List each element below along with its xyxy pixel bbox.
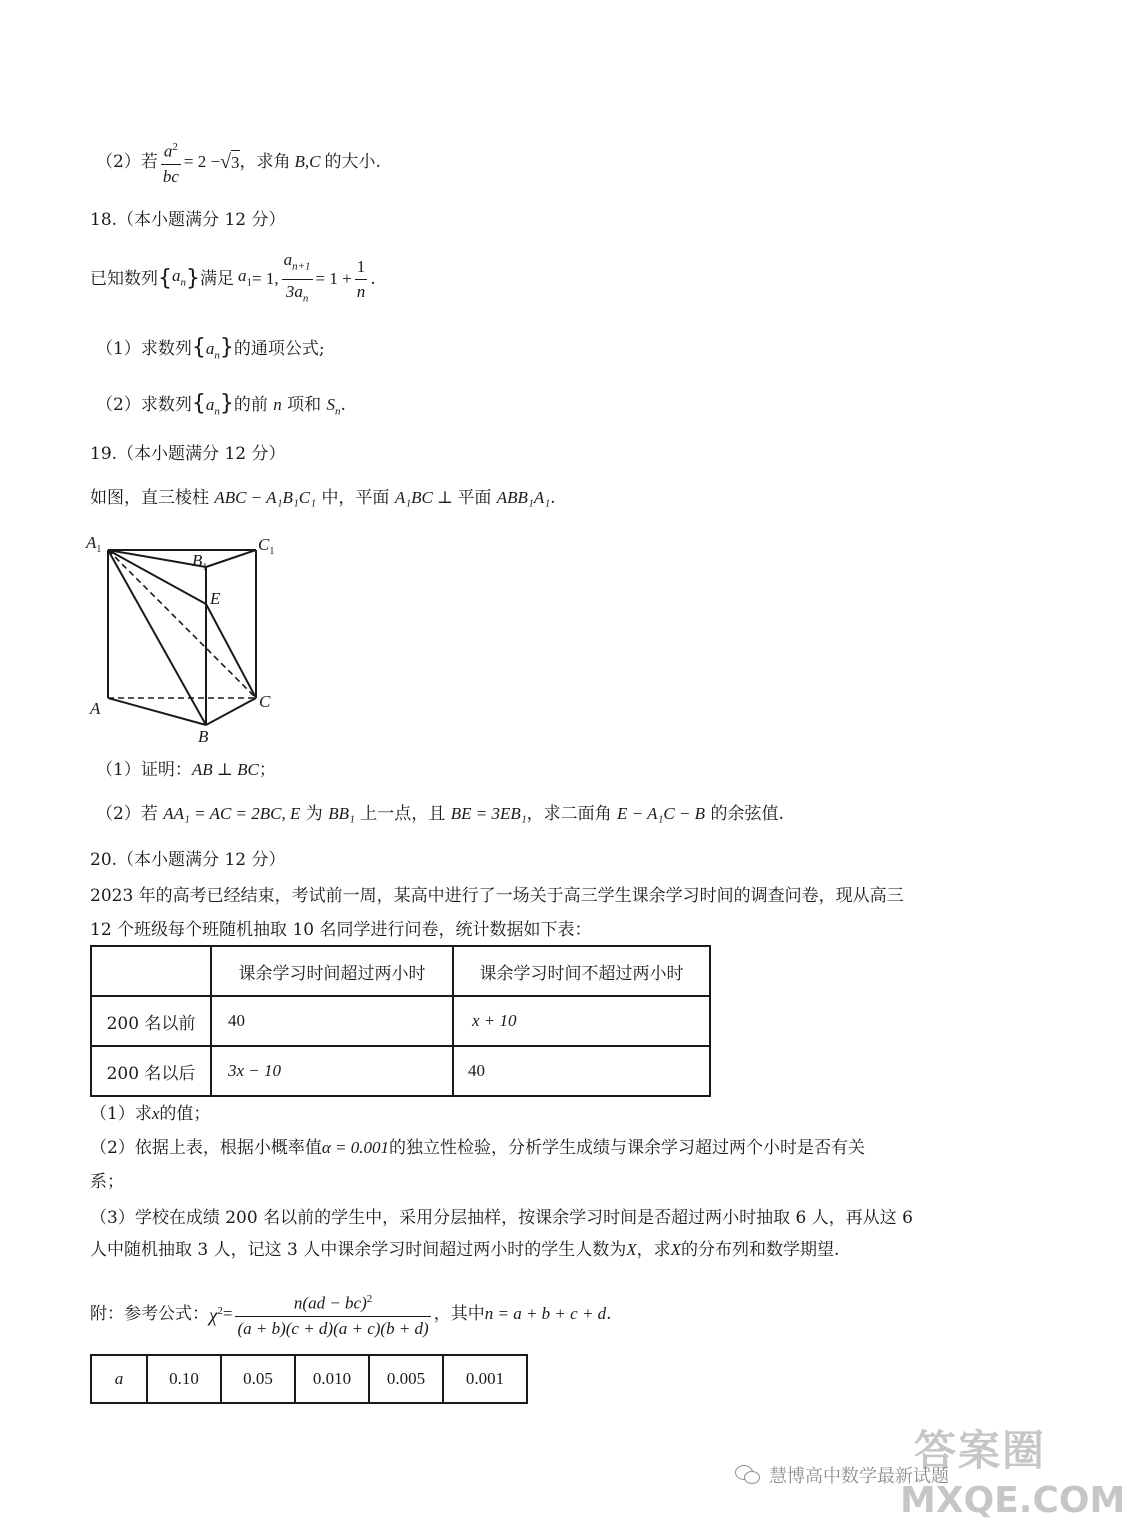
q20-part2-line1: （2）依据上表，根据小概率值α = 0.001的独立性检验，分析学生成绩与课余学习超过两个小时是否有关 [90, 1138, 865, 1158]
q19-stem: 如图，直三棱柱 ABC − A₁B₁C₁ 中，平面 A₁BC ⊥ 平面 ABB₁A₁. [90, 488, 556, 508]
site-watermark-logo [900, 1418, 1125, 1523]
label-B: B [198, 727, 209, 746]
q19-part2: （2）若 AA₁ = AC = 2BC, E 为 BB₁ 上一点，且 BE = 3EB₁，求二面角 E − A₁C − B 的余弦值. [96, 804, 784, 824]
q17-part2: （2）若 $\frac{a^2}{bc}$ = 2 − √ 3 ，求角 B,C 的大小. [96, 138, 381, 186]
chi-square-formula: 附：参考公式： $\chi^2$ = $\frac{n(ad - bc)^2}{(a + b)(c + d)(a + c)(b + d)}$ ，其中 n = a + b + c + d . [90, 1284, 612, 1344]
q20-data-table [90, 945, 711, 1097]
q18-part1: （1）求数列$\{a_n\}$的通项公式; [96, 335, 325, 362]
alpha-critical-table: a 0.10 0.05 0.010 0.005 0.001 [90, 1354, 528, 1404]
q17-fraction: $\frac{a^2}{bc}$ [161, 136, 181, 188]
q20-header: 20.（本小题满分 12 分） [90, 850, 286, 870]
label-A1: $A_1$ [86, 533, 102, 555]
q19-header: 19.（本小题满分 12 分） [90, 444, 286, 464]
q20-part3-line2: 人中随机抽取 3 人，记这 3 人中课余学习时间超过两小时的学生人数为X，求X的分布列和数学期望. [90, 1240, 840, 1260]
q19-part1: （1）证明：AB ⊥ BC； [96, 760, 276, 780]
wechat-icon [735, 1465, 761, 1485]
label-C: C [259, 692, 271, 711]
q20-stem-line2: 12 个班级每个班随机抽取 10 名同学进行问卷，统计数据如下表： [90, 920, 592, 940]
site-text: MXQE.COM [900, 1480, 1125, 1521]
table-col-header: 课余学习时间不超过两小时 [453, 946, 710, 996]
edge-A1-C-hidden [108, 550, 256, 698]
q20-part2-line2: 系； [90, 1172, 124, 1192]
edge-E-C [206, 604, 256, 698]
q18-one-over-n: $\frac{1}{n}$ [356, 256, 366, 301]
table-row: 200 名以后 3x − 10 40 [91, 1046, 710, 1096]
q18-stem: 已知数列 { $a_n$ } 满足 $a_1$ = 1, $\frac{a_{n+1}}{3a_n}$ = 1 + $\frac{1}{n}$ . [90, 252, 376, 306]
q17-part2-label: （2）若 [96, 152, 158, 172]
table-col-header: 课余学习时间超过两小时 [211, 946, 453, 996]
label-E: E [210, 589, 221, 608]
q18-header: 18.（本小题满分 12 分） [90, 210, 286, 230]
wechat-watermark: 慧博高中数学最新试题 [735, 1462, 949, 1488]
label-B1: $B_1$ [192, 551, 208, 573]
logo-text: 答案圈 [914, 1426, 1047, 1475]
edge-B1-C1 [206, 550, 256, 567]
edge-B-C [206, 698, 256, 725]
q18-recurrence-fraction: $\frac{a_{n+1}}{3a_n}$ [283, 250, 311, 304]
label-C1: $C_1$ [258, 535, 275, 557]
prism-figure [86, 532, 286, 746]
edge-A-B [108, 698, 206, 725]
table-row: 200 名以前 40 x + 10 [91, 996, 710, 1046]
chi-square-fraction: $\frac{n(ad - bc)^2}{(a + b)(c + d)(a + c)(b + d)}$ [235, 1288, 430, 1340]
q20-part1: （1）求x的值； [90, 1104, 211, 1124]
label-A: A [90, 699, 101, 718]
q18-part2: （2）求数列$\{a_n\}$的前 n 项和 $S_n$. [96, 391, 346, 418]
q20-part3-line1: （3）学校在成绩 200 名以前的学生中，采用分层抽样，按课余学习时间是否超过两小时抽取 6 人，再从这 6 [90, 1208, 913, 1228]
sqrt-symbol: √ [220, 151, 232, 173]
q20-stem-line1: 2023 年的高考已经结束，考试前一周，某高中进行了一场关于高三学生课余学习时间的调查问卷，现从高三 [90, 886, 904, 906]
